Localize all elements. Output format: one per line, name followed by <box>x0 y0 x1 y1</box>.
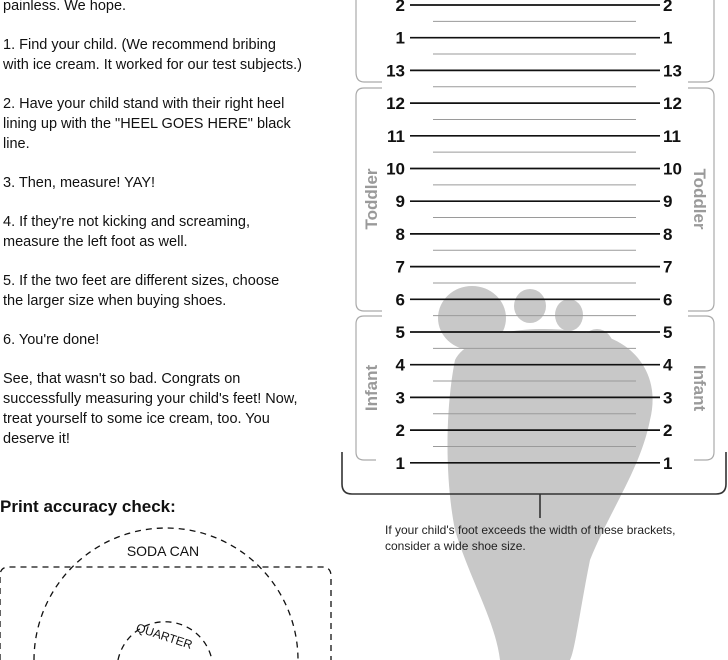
size-label-left: 10 <box>386 159 405 179</box>
footprint-second-toe <box>514 289 546 323</box>
step-1: 1. Find your child. (We recommend bribing with ice cream. It worked for our test subjects.) <box>3 37 302 73</box>
step-4: 4. If they're not kicking and screaming, measure the left foot as well. <box>3 214 250 250</box>
frame-top-group-right <box>688 0 714 82</box>
frame-top-group <box>356 0 382 82</box>
footprint-little-toe <box>608 369 642 401</box>
size-label-right: 2 <box>663 0 673 15</box>
size-label-right: 1 <box>663 28 673 48</box>
size-label-left: 2 <box>395 421 405 441</box>
toddler-label-left: Toddler <box>362 168 381 230</box>
size-label-right: 13 <box>663 61 682 81</box>
infant-label-right: Infant <box>690 364 709 412</box>
size-label-left: 12 <box>386 94 405 114</box>
size-label-left: 13 <box>386 61 405 81</box>
step-5: 5. If the two feet are different sizes, choose the larger size when buying shoes. <box>3 273 280 309</box>
intro-text: painless. We hope. <box>3 0 127 14</box>
size-label-left: 1 <box>395 453 405 473</box>
size-label-right: 5 <box>663 323 673 342</box>
size-label-left: 4 <box>395 355 405 375</box>
size-label-left: 3 <box>395 388 405 408</box>
size-label-left: 8 <box>395 224 405 244</box>
size-label-right: 3 <box>663 388 673 408</box>
step-3: 3. Then, measure! YAY! <box>3 175 156 191</box>
card-outline <box>0 567 331 660</box>
step-6: 6. You're done! <box>3 332 100 348</box>
size-label-right: 6 <box>663 290 673 310</box>
size-label-left: 6 <box>395 290 405 310</box>
size-label-left: 2 <box>395 0 405 15</box>
toddler-label-right: Toddler <box>690 168 709 230</box>
size-label-right: 7 <box>663 257 673 277</box>
size-label-left: 5 <box>395 323 405 342</box>
footprint-fourth-toe <box>580 329 614 369</box>
wide-note-line-2: consider a wide shoe size. <box>385 539 526 553</box>
size-label-left: 7 <box>395 257 405 277</box>
size-label-right: 11 <box>663 126 681 146</box>
size-label-right: 2 <box>663 421 673 441</box>
size-label-right: 9 <box>663 192 673 212</box>
soda-can-label: SODA CAN <box>126 543 200 559</box>
footprint-third-toe <box>555 299 583 331</box>
quarter-label: QUARTER <box>134 620 195 652</box>
print-accuracy-title: Print accuracy check: <box>0 497 176 516</box>
size-label-right: 1 <box>663 453 673 473</box>
size-label-right: 12 <box>663 94 682 114</box>
infant-label-left: Infant <box>362 364 381 412</box>
size-label-left: 11 <box>387 126 405 146</box>
footprint-image <box>438 286 653 660</box>
size-label-right: 10 <box>663 159 682 179</box>
size-label-left: 1 <box>395 28 405 48</box>
step-2: 2. Have your child stand with their right heel lining up with the "HEEL GOES HERE" black line. <box>3 96 291 152</box>
size-label-right: 8 <box>663 224 673 244</box>
size-label-right: 4 <box>663 355 673 375</box>
wide-shoe-note <box>385 522 705 554</box>
closing-text: See, that wasn't so bad. Congrats on successfully measuring your child's feet! Now, treat yourself to some ice cream, too. You deserve it! <box>3 371 298 447</box>
size-label-left: 9 <box>395 192 405 212</box>
wide-note-line-1: If your child's foot exceeds the width of these brackets, <box>385 523 676 537</box>
footprint-big-toe <box>438 286 506 350</box>
